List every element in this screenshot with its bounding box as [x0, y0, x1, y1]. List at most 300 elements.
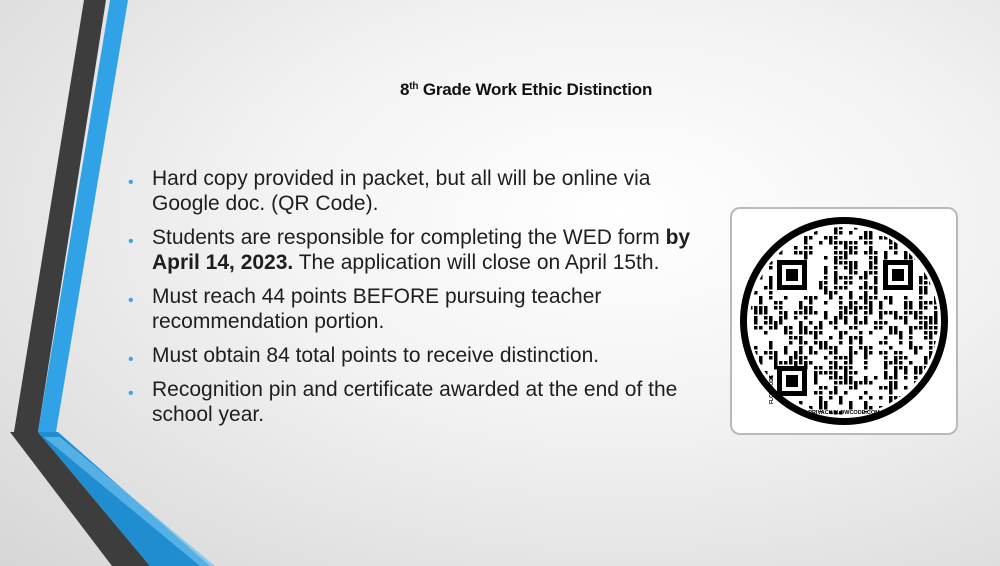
qr-module [764, 331, 768, 335]
qr-module [789, 356, 793, 365]
qr-module [864, 316, 868, 325]
qr-module [794, 246, 798, 250]
qr-module [804, 246, 808, 250]
qr-module [759, 326, 763, 330]
qr-module [889, 361, 893, 365]
bullet-item: • Must reach 44 points BEFORE pursuing teacher recommendation portion. [128, 285, 602, 333]
qr-module [804, 306, 808, 315]
qr-module [934, 411, 938, 415]
qr-module [839, 306, 843, 310]
qr-module [789, 326, 793, 330]
qr-module [919, 301, 923, 310]
qr-module [779, 411, 783, 420]
qr-module [839, 301, 843, 305]
qr-module [844, 321, 848, 325]
qr-module [774, 406, 778, 415]
qr-module [909, 411, 913, 415]
qr-module [809, 331, 813, 335]
qr-module [879, 311, 883, 320]
qr-module [874, 286, 878, 295]
qr-module [754, 346, 758, 350]
qr-module [869, 351, 873, 355]
qr-module [849, 231, 853, 235]
qr-module [884, 321, 888, 325]
qr-module [789, 226, 793, 230]
qr-module [829, 321, 833, 325]
qr-module [754, 226, 758, 230]
qr-module [869, 406, 873, 410]
qr-module [894, 361, 898, 365]
qr-module [824, 276, 828, 280]
qr-module [849, 311, 853, 315]
qr-module [749, 236, 753, 245]
qr-module [854, 301, 858, 305]
qr-module [834, 361, 838, 370]
qr-module [754, 411, 758, 415]
qr-module [924, 316, 928, 320]
qr-module [819, 366, 823, 370]
qr-module [869, 241, 873, 245]
qr-module [769, 351, 773, 355]
qr-module [929, 341, 933, 345]
qr-module [784, 296, 788, 300]
qr-module [894, 316, 898, 320]
qr-module [809, 321, 813, 325]
qr-module [824, 301, 828, 305]
qr-module [904, 296, 908, 300]
qr-module [779, 406, 783, 415]
qr-module [754, 316, 758, 325]
qr-module [844, 381, 848, 385]
qr-module [814, 351, 818, 355]
qr-module [834, 276, 838, 285]
qr-module [864, 296, 868, 305]
qr-module [874, 271, 878, 275]
qr-module [874, 376, 878, 380]
qr-module [769, 266, 773, 270]
qr-module [859, 331, 863, 335]
qr-module [924, 246, 928, 250]
qr-module [909, 311, 913, 315]
qr-module [759, 411, 763, 415]
qr-module [819, 401, 823, 410]
qr-module [829, 351, 833, 355]
qr-module [934, 231, 938, 235]
qr-module [849, 366, 853, 370]
qr-module [869, 231, 873, 240]
qr-module [919, 406, 923, 410]
qr-module [829, 236, 833, 245]
qr-module [854, 316, 858, 325]
qr-module [814, 296, 818, 300]
qr-module [764, 286, 768, 290]
qr-module [904, 371, 908, 375]
qr-module [889, 346, 893, 350]
qr-module [854, 271, 858, 275]
qr-module [849, 381, 853, 385]
qr-module [809, 246, 813, 250]
bullet-item: • Recognition pin and certificate awarded at the end of the school year. [128, 378, 678, 426]
qr-module [924, 401, 928, 405]
qr-module [819, 386, 823, 390]
qr-module [864, 311, 868, 315]
bullet-dot-icon: • [128, 233, 134, 250]
qr-module [794, 356, 798, 360]
qr-module [869, 346, 873, 350]
qr-module [914, 236, 918, 245]
qr-module [864, 271, 868, 280]
qr-module [904, 301, 908, 310]
qr-module [889, 376, 893, 380]
qr-module [819, 321, 823, 330]
qr-module [864, 361, 868, 365]
qr-module [774, 301, 778, 305]
qr-module [749, 371, 753, 375]
qr-module [849, 271, 853, 275]
qr-module [844, 391, 848, 395]
qr-module [809, 236, 813, 240]
qr-module [904, 376, 908, 380]
qr-module [879, 301, 883, 310]
qr-module [839, 341, 843, 345]
qr-module [824, 401, 828, 410]
qr-module [859, 396, 863, 400]
qr-module [829, 396, 833, 400]
qr-module [794, 336, 798, 340]
qr-module [884, 366, 888, 370]
qr-module [919, 326, 923, 330]
qr-module [799, 356, 803, 365]
qr-module [934, 326, 938, 330]
qr-module [814, 311, 818, 315]
qr-module [859, 296, 863, 300]
qr-module [834, 251, 838, 255]
qr-module [924, 326, 928, 330]
qr-module [934, 226, 938, 230]
qr-module [759, 396, 763, 405]
qr-module [824, 386, 828, 390]
qr-module [839, 356, 843, 360]
qr-code-frame[interactable] [730, 207, 958, 435]
qr-module [879, 326, 883, 330]
qr-module [824, 346, 828, 350]
qr-module [819, 281, 823, 290]
qr-module [909, 336, 913, 340]
title-superscript: th [409, 81, 419, 92]
qr-module [824, 236, 828, 240]
qr-module [844, 256, 848, 260]
qr-module [799, 301, 803, 310]
qr-module [804, 316, 808, 320]
qr-module [849, 281, 853, 285]
qr-module [824, 281, 828, 285]
qr-module [919, 296, 923, 300]
qr-module [864, 356, 868, 360]
qr-module [854, 326, 858, 330]
qr-module [799, 331, 803, 335]
qr-module [909, 326, 913, 335]
qr-module [784, 226, 788, 235]
qr-module [934, 251, 938, 255]
qr-module [839, 261, 843, 265]
qr-module [904, 321, 908, 325]
qr-module [849, 241, 853, 245]
qr-module [869, 331, 873, 335]
qr-module [779, 316, 783, 325]
qr-module [789, 411, 793, 415]
qr-module [899, 316, 903, 320]
deadline-text: by April 14, 2023. [152, 226, 691, 274]
qr-module [904, 406, 908, 415]
qr-module [774, 361, 778, 370]
qr-module [804, 326, 808, 335]
qr-module [824, 371, 828, 375]
qr-finder-bottom-left [777, 366, 807, 396]
qr-module [929, 346, 933, 350]
qr-module [914, 231, 918, 235]
qr-module [779, 226, 783, 230]
qr-module [824, 311, 828, 320]
qr-module [809, 296, 813, 305]
qr-module [824, 266, 828, 275]
qr-module [844, 276, 848, 280]
qr-module [784, 346, 788, 355]
qr-module [864, 306, 868, 310]
qr-code-icon[interactable] [737, 214, 951, 428]
qr-module [904, 226, 908, 230]
qr-module [899, 331, 903, 340]
qr-module [884, 296, 888, 300]
qr-module [754, 256, 758, 260]
qr-module [889, 296, 893, 305]
qr-module [894, 381, 898, 390]
qr-module [819, 391, 823, 395]
qr-module [834, 286, 838, 290]
qr-module [854, 336, 858, 340]
qr-module [814, 381, 818, 385]
qr-module [849, 371, 853, 375]
qr-module [834, 256, 838, 265]
qr-module [819, 341, 823, 350]
qr-module [749, 396, 753, 405]
qr-module [909, 341, 913, 350]
qr-module [919, 321, 923, 325]
qr-module [749, 261, 753, 265]
qr-module [869, 296, 873, 300]
qr-module [894, 351, 898, 355]
qr-module [854, 306, 858, 315]
qr-module [934, 261, 938, 265]
qr-module [829, 291, 833, 300]
qr-module [914, 311, 918, 320]
qr-module [914, 346, 918, 355]
qr-module [924, 231, 928, 235]
qr-module [884, 386, 888, 390]
slide-title: 8th Grade Work Ethic Distinction [400, 80, 653, 99]
qr-module [914, 371, 918, 375]
qr-module [859, 321, 863, 325]
qr-module [879, 321, 883, 325]
qr-module [879, 351, 883, 355]
qr-module [924, 356, 928, 365]
qr-module [929, 406, 933, 410]
qr-module [864, 231, 868, 240]
qr-module [769, 341, 773, 350]
qr-module [904, 386, 908, 390]
qr-module [874, 266, 878, 270]
qr-module [854, 386, 858, 390]
qr-module [859, 276, 863, 280]
qr-module [884, 371, 888, 380]
qr-module [904, 311, 908, 315]
qr-module [889, 386, 893, 395]
qr-module [884, 336, 888, 340]
qr-module [859, 346, 863, 350]
bullet-dot-icon: • [128, 174, 134, 191]
qr-module [924, 281, 928, 285]
qr-module [889, 246, 893, 250]
qr-module [854, 241, 858, 245]
qr-module [894, 376, 898, 380]
qr-module [924, 331, 928, 335]
qr-module [794, 316, 798, 320]
qr-module [924, 306, 928, 310]
qr-module [839, 336, 843, 340]
qr-module [799, 311, 803, 315]
bullet-dot-icon: • [128, 385, 134, 402]
qr-module [839, 276, 843, 280]
qr-module [749, 246, 753, 250]
qr-module [834, 391, 838, 395]
qr-module [934, 406, 938, 415]
qr-module [844, 356, 848, 360]
qr-module [909, 231, 913, 235]
qr-module [834, 351, 838, 355]
qr-module [784, 311, 788, 320]
qr-module [834, 326, 838, 330]
qr-module [829, 346, 833, 350]
qr-module [859, 306, 863, 310]
qr-module [829, 361, 833, 365]
qr-module [849, 326, 853, 330]
qr-module [839, 251, 843, 255]
qr-module [844, 286, 848, 290]
qr-module [919, 286, 923, 295]
qr-module [899, 366, 903, 370]
qr-module [769, 231, 773, 240]
bullet-item: • Hard copy provided in packet, but all will be online via Google doc. (QR Code). [128, 167, 651, 215]
qr-module [924, 336, 928, 340]
qr-module [824, 256, 828, 260]
qr-module [784, 361, 788, 365]
qr-module [864, 281, 868, 290]
qr-module [869, 261, 873, 270]
qr-module [809, 361, 813, 365]
qr-module [884, 356, 888, 360]
qr-module [849, 401, 853, 410]
qr-module [824, 356, 828, 360]
qr-module [799, 346, 803, 355]
qr-module [864, 401, 868, 410]
qr-module [859, 381, 863, 385]
qr-module [904, 251, 908, 260]
qr-module [769, 316, 773, 325]
qr-module [919, 316, 923, 320]
qr-module [839, 241, 843, 245]
qr-module [749, 391, 753, 395]
qr-module [929, 316, 933, 325]
qr-module [774, 306, 778, 310]
qr-module [854, 251, 858, 255]
qr-module [889, 311, 893, 315]
qr-module [764, 321, 768, 325]
qr-module [929, 226, 933, 235]
bullet-dot-icon: • [128, 292, 134, 309]
qr-module [929, 326, 933, 330]
qr-brand-text: FLOWCODE [769, 374, 775, 404]
qr-module [934, 246, 938, 250]
qr-module [909, 306, 913, 310]
qr-module [814, 341, 818, 345]
qr-module [769, 356, 773, 360]
qr-module [834, 266, 838, 270]
qr-module [854, 261, 858, 270]
qr-module [884, 251, 888, 260]
qr-module [924, 301, 928, 305]
qr-module [844, 331, 848, 335]
qr-module [879, 396, 883, 400]
qr-module [759, 296, 763, 305]
qr-module [894, 326, 898, 335]
qr-module [929, 246, 933, 250]
qr-module [919, 281, 923, 285]
qr-module [764, 391, 768, 400]
qr-module [774, 226, 778, 235]
qr-module [839, 231, 843, 235]
qr-module [859, 236, 863, 240]
qr-module [904, 356, 908, 360]
qr-module [889, 331, 893, 335]
qr-module [844, 241, 848, 250]
qr-module [844, 306, 848, 315]
qr-module [929, 236, 933, 240]
qr-module [924, 236, 928, 240]
qr-module [749, 411, 753, 420]
qr-module [774, 231, 778, 235]
qr-module [914, 241, 918, 245]
qr-module [894, 251, 898, 255]
qr-module [764, 316, 768, 320]
qr-module [854, 351, 858, 355]
qr-module [884, 311, 888, 315]
qr-module [844, 281, 848, 285]
qr-module [864, 366, 868, 370]
qr-module [779, 361, 783, 365]
qr-module [804, 356, 808, 360]
qr-module [829, 366, 833, 370]
qr-module [749, 256, 753, 260]
qr-module [934, 376, 938, 380]
qr-module [884, 341, 888, 345]
qr-module [879, 341, 883, 345]
qr-module [874, 321, 878, 325]
qr-module [869, 286, 873, 290]
qr-module [754, 246, 758, 255]
qr-module [869, 396, 873, 400]
qr-module [779, 306, 783, 310]
qr-module [874, 296, 878, 300]
qr-module [934, 321, 938, 325]
